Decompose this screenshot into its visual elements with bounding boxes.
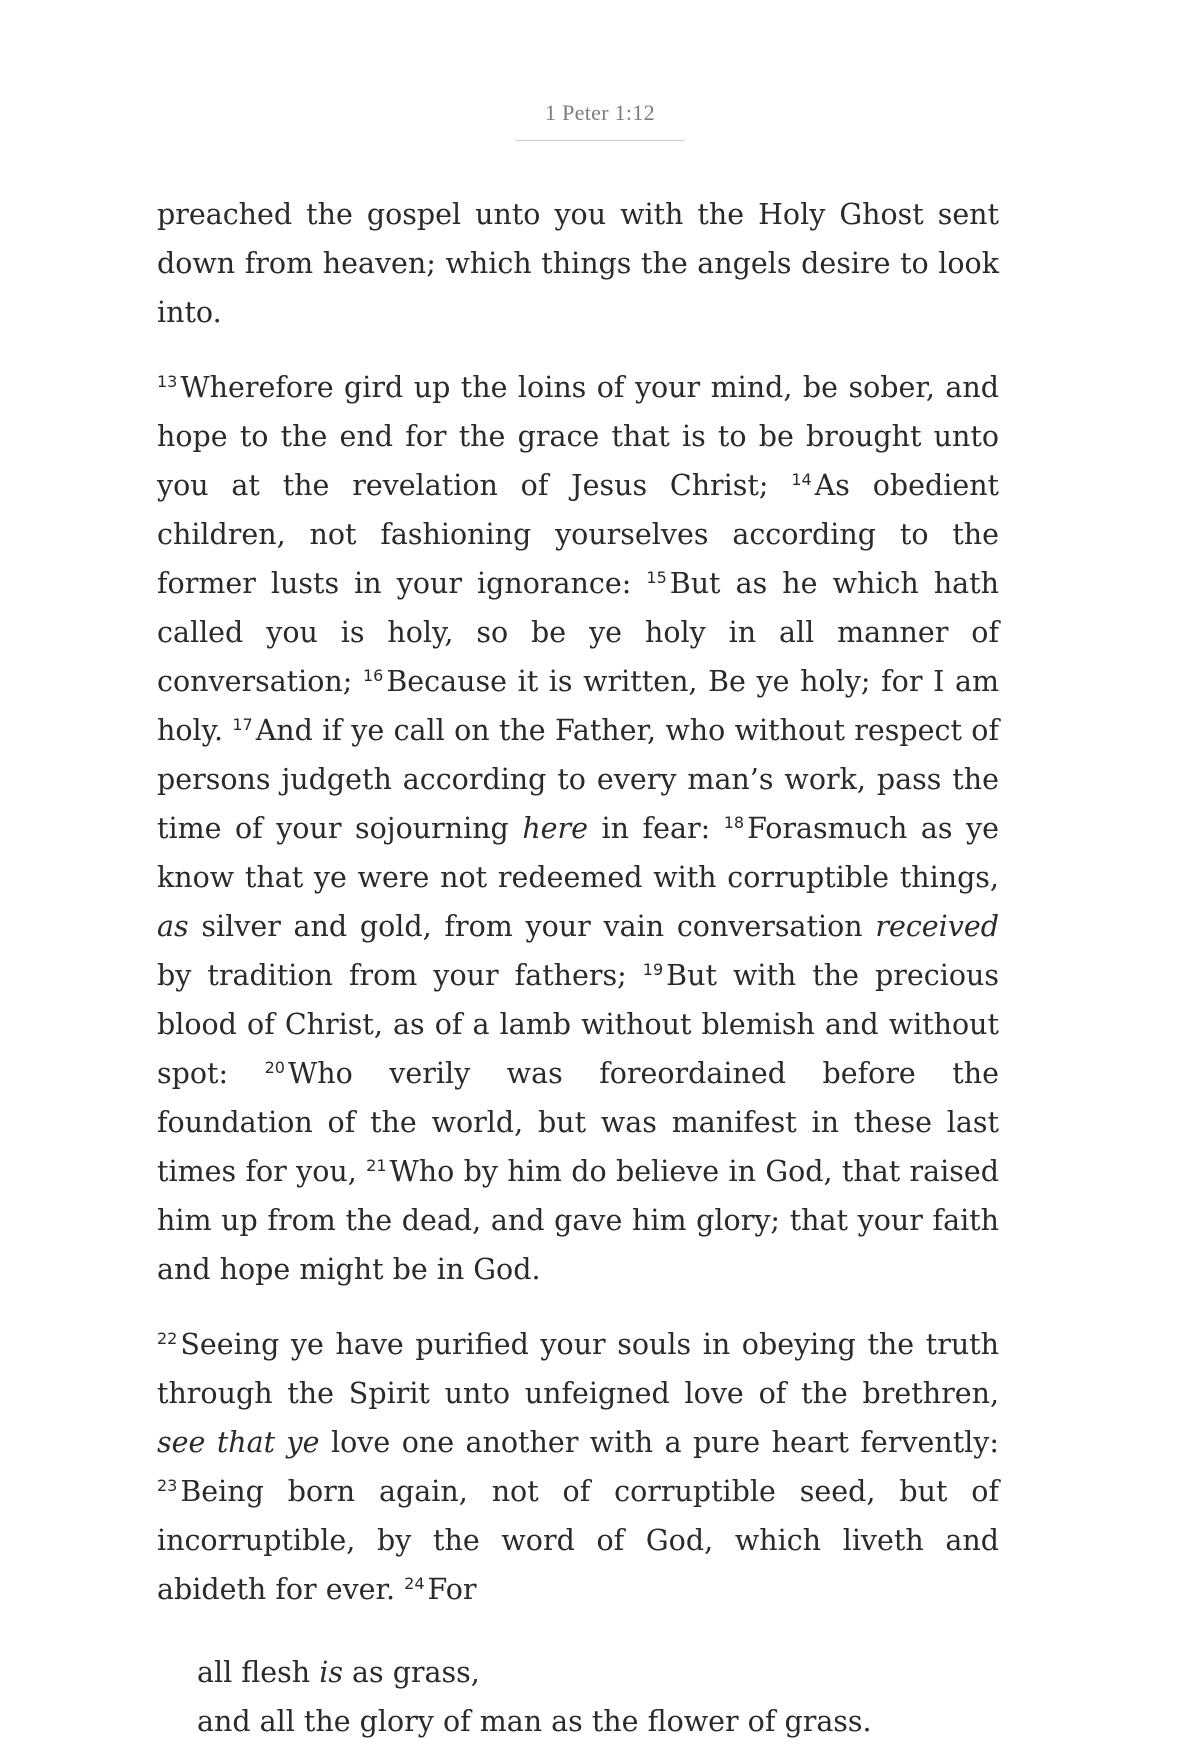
verse-text: And if ye call on the Father, who without respect of persons judgeth according to every man’s work, pass the time of your sojourning xyxy=(157,714,999,845)
verse-number: 14 xyxy=(791,469,812,489)
verse-text: Because it is written, Be ye holy; for I am holy. xyxy=(157,665,999,747)
verse-text: For xyxy=(427,1573,477,1606)
paragraph xyxy=(157,363,999,1294)
poetry-line xyxy=(197,1697,999,1746)
italic-text: is xyxy=(319,1656,343,1689)
page-header xyxy=(0,100,1200,141)
verse-number: 19 xyxy=(642,959,664,979)
verse-text: all flesh xyxy=(197,1656,320,1689)
verse-number: 22 xyxy=(157,1328,178,1348)
verse-text: Seeing ye have purified your souls in obeying the truth through the Spirit unto unfeigned love of the brethren, xyxy=(157,1328,999,1410)
verse-text: As obedient children, not fashioning yourselves according to the former lusts in your ignorance: xyxy=(157,469,1000,600)
verse-text: in fear: xyxy=(588,812,724,845)
verse-text: preached the gospel unto you with the Holy Ghost sent down from heaven; which things the angels desire to look into. xyxy=(157,198,999,329)
verse-text: Who verily was foreordained before the foundation of the world, but was manifest in these last times for you, xyxy=(157,1057,999,1188)
verse-number: 21 xyxy=(366,1155,387,1175)
verse-text: as grass, xyxy=(342,1656,480,1689)
poetry-block xyxy=(197,1648,999,1746)
paragraph xyxy=(157,1320,999,1614)
verse-text: love one another with a pure heart fervently: xyxy=(319,1426,999,1459)
verse-number: 16 xyxy=(363,665,384,685)
verse-number: 17 xyxy=(232,714,253,734)
poetry-line xyxy=(197,1648,999,1697)
verse-text: and all the glory of man as the flower of grass. xyxy=(197,1705,872,1738)
paragraph xyxy=(157,190,999,337)
scripture-text xyxy=(157,190,999,1746)
verse-number: 20 xyxy=(264,1057,285,1077)
verse-text: by tradition from your fathers; xyxy=(157,959,643,992)
header-divider xyxy=(515,140,685,141)
running-header-title: 1 Peter 1:12 xyxy=(545,100,655,125)
verse-number: 18 xyxy=(723,812,745,832)
verse-number: 15 xyxy=(646,567,667,587)
italic-text: here xyxy=(522,812,589,845)
verse-text: But as he which hath called you is holy, so be ye holy in all manner of conversation; xyxy=(157,567,999,698)
verse-text: Who by him do believe in God, that raised him up from the dead, and gave him glory; that your faith and hope might be in God. xyxy=(157,1155,999,1286)
verse-number: 24 xyxy=(404,1573,425,1593)
italic-text: as xyxy=(157,910,189,943)
verse-text: Forasmuch as ye know that ye were not redeemed with corruptible things, xyxy=(157,812,999,894)
verse-text: But with the precious blood of Christ, as of a lamb without blemish and without spot: xyxy=(157,959,999,1090)
verse-text: silver and gold, from your vain conversation xyxy=(188,910,876,943)
verse-number: 13 xyxy=(157,371,178,391)
italic-text: received xyxy=(875,910,999,943)
verse-text: Wherefore gird up the loins of your mind, be sober, and hope to the end for the grace that is to be brought unto you at the revelation of Jesus Christ; xyxy=(157,371,999,502)
italic-text: see that ye xyxy=(157,1426,320,1459)
verse-number: 23 xyxy=(157,1475,178,1495)
verse-text: Being born again, not of corruptible seed, but of incorruptible, by the word of God, which liveth and abideth for ever. xyxy=(157,1475,999,1606)
paragraph-container xyxy=(157,190,999,1614)
